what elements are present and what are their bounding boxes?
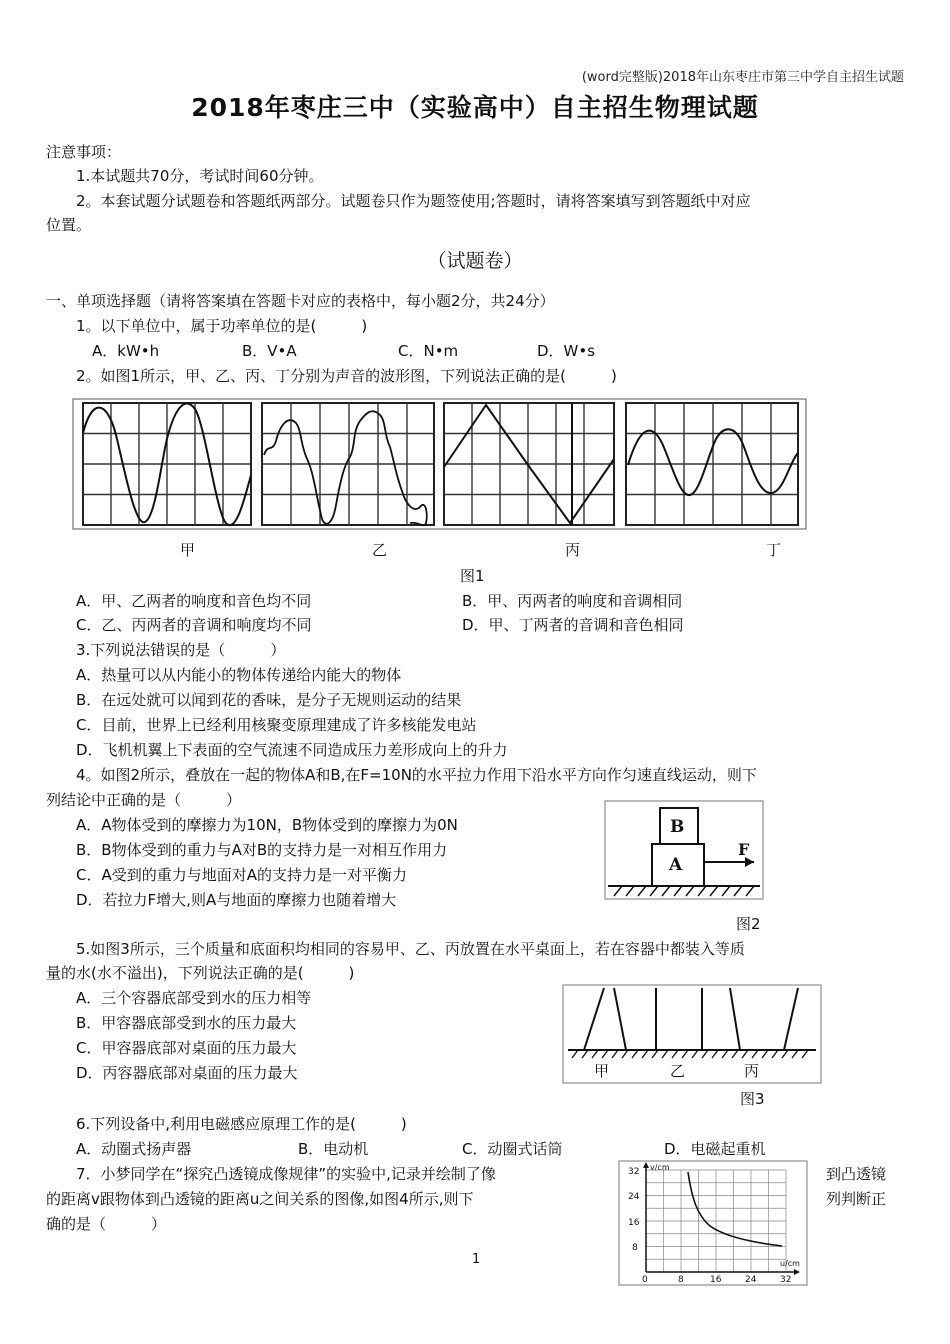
q4-stem-cont: 列结论中正确的是（ ） — [46, 791, 242, 809]
graph-xtick-32: 32 — [780, 1275, 792, 1285]
q5-option-a: A．三个容器底部受到水的压力相等 — [76, 989, 312, 1007]
q3-option-d: D．飞机机翼上下表面的空气流速不同造成压力差形成向上的升力 — [76, 741, 508, 759]
graph-ylabel: v/cm — [650, 1163, 670, 1172]
wave-label-jia: 甲 — [180, 541, 196, 559]
graph-xtick-0: 0 — [642, 1275, 648, 1285]
q1-option-b: B．V•A — [242, 342, 297, 360]
graph-ytick-24: 24 — [628, 1192, 640, 1202]
block-a-label: A — [669, 855, 683, 875]
container-label-yi: 乙 — [670, 1062, 686, 1080]
q1-option-a: A．kW•h — [92, 342, 160, 360]
container-label-jia: 甲 — [594, 1062, 610, 1080]
q7-stem-cont-right: 列判断正 — [826, 1190, 887, 1208]
q4-option-c: C．A受到的重力与地面对A的支持力是一对平衡力 — [76, 866, 407, 884]
wave-panel-ding — [626, 403, 798, 525]
q6-option-d: D．电磁起重机 — [664, 1140, 766, 1158]
q6-stem: 6.下列设备中,利用电磁感应原理工作的是( ) — [76, 1115, 407, 1133]
wave-label-bing: 丙 — [565, 541, 581, 559]
part1-title: 一、单项选择题（请将答案填在答题卡对应的表格中，每小题2分，共24分） — [46, 292, 555, 310]
q1-stem: 1。以下单位中，属于功率单位的是( ) — [76, 317, 368, 335]
q4-option-a: A．A物体受到的摩擦力为10N，B物体受到的摩擦力为0N — [76, 816, 458, 834]
q3-option-b: B．在远处就可以闻到花的香味，是分子无规则运动的结果 — [76, 691, 462, 709]
wave-label-ding: 丁 — [766, 541, 782, 559]
force-f-label: F — [738, 840, 750, 859]
notice-item-2: 2。本套试题分试题卷和答题纸两部分。试题卷只作为题签使用;答题时，请将答案填写到答题纸中对应 — [76, 192, 751, 210]
q7-stem-cont: 的距离v跟物体到凸透镜的距离u之间关系的图像,如图4所示,则下 — [46, 1190, 474, 1208]
page-number: 1 — [472, 1252, 481, 1267]
block-b-label: B — [670, 817, 685, 837]
waveform-figure — [0, 395, 950, 545]
wave-panel-yi — [262, 403, 434, 525]
q1-option-d: D．W•s — [537, 342, 596, 360]
wave-panel-jia — [83, 403, 251, 525]
q1-option-c: C．N•m — [398, 342, 459, 360]
figure-2-blocks — [604, 800, 764, 900]
figure-4-graph — [618, 1160, 808, 1286]
figure-1-caption: 图1 — [460, 567, 485, 585]
q5-option-c: C．甲容器底部对桌面的压力最大 — [76, 1039, 297, 1057]
wave-panel-bing — [444, 403, 614, 525]
figure-2-caption: 图2 — [736, 915, 761, 933]
q6-option-b: B．电动机 — [298, 1140, 369, 1158]
q5-stem-cont: 量的水(水不溢出)，下列说法正确的是( ) — [46, 964, 355, 982]
graph-xtick-16: 16 — [710, 1275, 722, 1285]
q7-stem-cont2: 确的是（ ） — [46, 1215, 167, 1233]
q2-option-a: A．甲、乙两者的响度和音色均不同 — [76, 592, 312, 610]
notice-item-1: 1.本试题共70分，考试时间60分钟。 — [76, 167, 324, 185]
q2-option-c: C．乙、丙两者的音调和响度均不同 — [76, 616, 312, 634]
q2-option-d: D．甲、丁两者的音调和音色相同 — [462, 616, 684, 634]
header-note: (word完整版)2018年山东枣庄市第三中学自主招生试题 — [581, 70, 904, 85]
graph-ytick-32: 32 — [628, 1167, 640, 1177]
q3-stem: 3.下列说法错误的是（ ） — [76, 641, 286, 659]
q7-stem-right: 到凸透镜 — [826, 1165, 887, 1183]
figure-3-caption: 图3 — [740, 1090, 765, 1108]
q3-option-c: C．目前，世界上已经利用核聚变原理建成了许多核能发电站 — [76, 716, 477, 734]
notice-heading: 注意事项： — [46, 143, 122, 161]
graph-xlabel: u/cm — [780, 1259, 800, 1268]
q2-stem: 2。如图1所示，甲、乙、丙、丁分别为声音的波形图，下列说法正确的是( ) — [76, 367, 617, 385]
graph-xtick-24: 24 — [745, 1275, 757, 1285]
q6-option-c: C．动圈式话筒 — [462, 1140, 563, 1158]
q4-option-d: D．若拉力F增大,则A与地面的摩擦力也随着增大 — [76, 891, 397, 909]
q5-option-d: D．丙容器底部对桌面的压力最大 — [76, 1064, 298, 1082]
q5-stem: 5.如图3所示，三个质量和底面积均相同的容易甲、乙、丙放置在水平桌面上，若在容器中都装入等质 — [76, 940, 745, 958]
graph-ytick-8: 8 — [632, 1243, 638, 1253]
graph-xtick-8: 8 — [678, 1275, 684, 1285]
q2-option-b: B．甲、丙两者的响度和音调相同 — [462, 592, 683, 610]
q3-option-a: A．热量可以从内能小的物体传递给内能大的物体 — [76, 666, 402, 684]
q7-stem: 7．小梦同学在“探究凸透镜成像规律”的实验中,记录并绘制了像 — [76, 1165, 496, 1183]
q4-option-b: B．B物体受到的重力与A对B的支持力是一对相互作用力 — [76, 841, 448, 859]
q4-stem: 4。如图2所示，叠放在一起的物体A和B,在F=10N的水平拉力作用下沿水平方向作匀速直线运动，则下 — [76, 766, 757, 784]
notice-item-2-cont: 位置。 — [46, 216, 92, 234]
wave-label-yi: 乙 — [372, 541, 388, 559]
container-label-bing: 丙 — [744, 1062, 760, 1080]
graph-ytick-16: 16 — [628, 1218, 640, 1228]
section-title: （试题卷） — [427, 250, 523, 272]
q6-option-a: A．动圈式扬声器 — [76, 1140, 192, 1158]
figure-3-containers — [562, 984, 822, 1084]
q5-option-b: B．甲容器底部受到水的压力最大 — [76, 1014, 297, 1032]
page-title: 2018年枣庄三中（实验高中）自主招生物理试题 — [191, 93, 759, 122]
